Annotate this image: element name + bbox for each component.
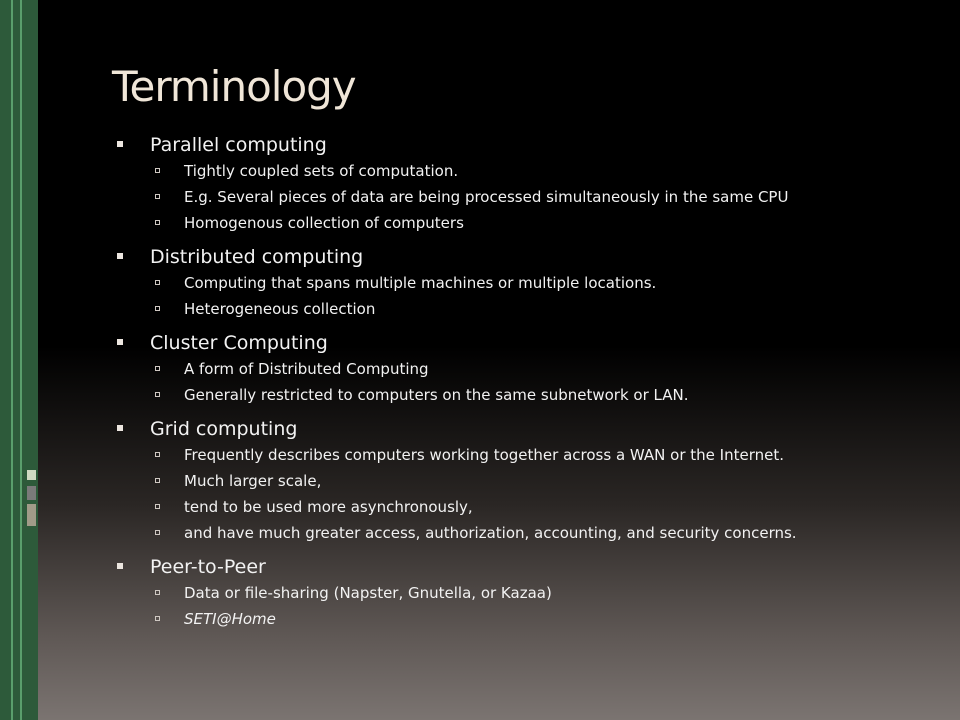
hollow-square-bullet-icon [155,478,160,483]
sub-bullet-text: Much larger scale, [184,472,322,490]
sub-bullet-item [114,442,934,468]
hollow-square-bullet-icon [155,590,160,595]
sub-bullet-text: SETI@Home [184,610,276,628]
section-heading [114,132,934,158]
sub-bullet-text: tend to be used more asynchronously, [184,498,473,516]
section-heading-text: Cluster Computing [150,332,328,354]
sub-bullet-text: Tightly coupled sets of computation. [184,162,459,180]
section-heading-text: Parallel computing [150,134,327,156]
sub-bullet-text: Computing that spans multiple machines or multiple locations. [184,274,657,292]
sub-bullet-text: E.g. Several pieces of data are being processed simultaneously in the same CPU [184,188,789,206]
hollow-square-bullet-icon [155,220,160,225]
square-bullet-icon [117,339,123,345]
sub-bullet-text: Heterogeneous collection [184,300,376,318]
hollow-square-bullet-icon [155,194,160,199]
sub-bullet-item [114,184,934,210]
band-box [27,504,36,526]
band-box [27,486,36,500]
band-stripe [11,0,13,720]
sub-bullet-item [114,468,934,494]
section-heading [114,554,934,580]
sub-bullet-text: and have much greater access, authorization, accounting, and security concerns. [184,524,797,542]
square-bullet-icon [117,141,123,147]
hollow-square-bullet-icon [155,306,160,311]
section-heading-text: Grid computing [150,418,298,440]
hollow-square-bullet-icon [155,168,160,173]
section-heading-text: Distributed computing [150,246,364,268]
sub-bullet-text: Homogenous collection of computers [184,214,464,232]
sub-bullet-item [114,296,934,322]
hollow-square-bullet-icon [155,280,160,285]
sub-bullet-item [114,520,934,546]
bullet-list [114,132,934,632]
sub-bullet-item [114,382,934,408]
hollow-square-bullet-icon [155,366,160,371]
sub-bullet-text: Generally restricted to computers on the same subnetwork or LAN. [184,386,689,404]
band-box [27,470,36,480]
band-stripe [20,0,22,720]
sub-bullet-item [114,158,934,184]
sub-bullet-item [114,356,934,382]
section-heading-text: Peer-to-Peer [150,556,266,578]
square-bullet-icon [117,563,123,569]
square-bullet-icon [117,425,123,431]
hollow-square-bullet-icon [155,392,160,397]
section-heading [114,244,934,270]
sub-bullet-item [114,606,934,632]
hollow-square-bullet-icon [155,504,160,509]
square-bullet-icon [117,253,123,259]
sub-bullet-item [114,210,934,236]
sub-bullet-text: Frequently describes computers working together across a WAN or the Internet. [184,446,784,464]
sub-bullet-item [114,494,934,520]
slide-title: Terminology [112,62,356,111]
section-heading [114,416,934,442]
left-decorative-band [0,0,38,720]
sub-bullet-text: Data or file-sharing (Napster, Gnutella, or Kazaa) [184,584,552,602]
hollow-square-bullet-icon [155,530,160,535]
sub-bullet-item [114,270,934,296]
sub-bullet-item [114,580,934,606]
hollow-square-bullet-icon [155,616,160,621]
sub-bullet-text: A form of Distributed Computing [184,360,429,378]
hollow-square-bullet-icon [155,452,160,457]
section-heading [114,330,934,356]
